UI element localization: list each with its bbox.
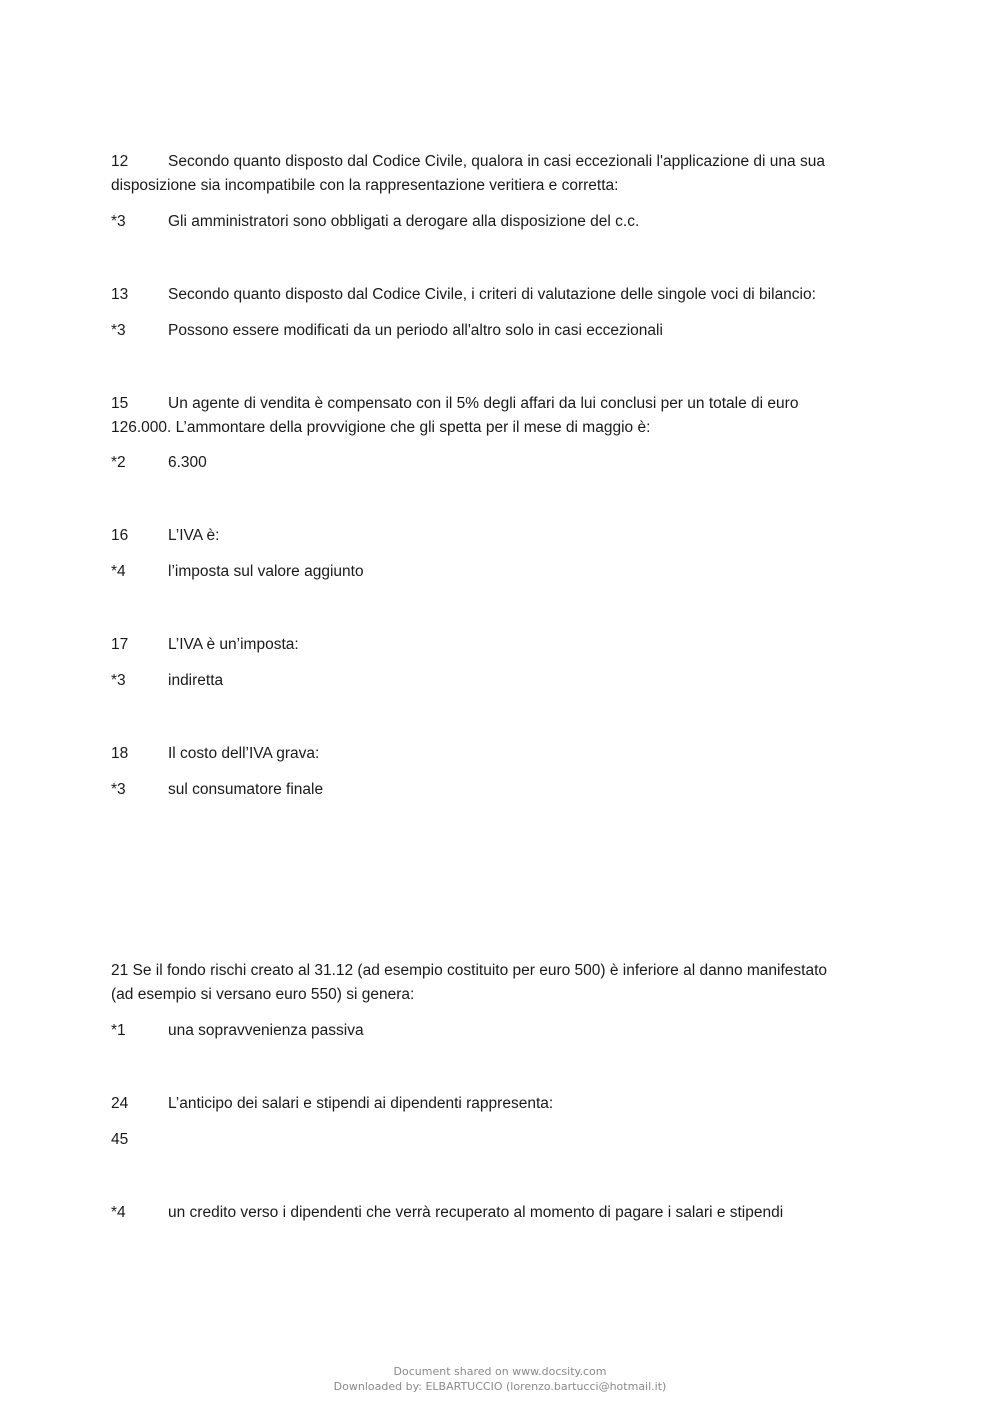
item-text: Secondo quanto disposto dal Codice Civile, qualora in casi eccezionali l'applicazione di una sua (168, 153, 825, 170)
item-text: 6.300 (168, 454, 207, 471)
item-text: una sopravvenienza passiva (168, 1022, 364, 1039)
item-number: *2 (111, 454, 126, 471)
question-15-line-1 (111, 392, 798, 416)
question-18 (111, 742, 319, 766)
item-number: *4 (111, 1204, 126, 1221)
question-12-line-1 (111, 150, 825, 174)
answer-24 (111, 1201, 783, 1225)
answer-16 (111, 560, 364, 584)
answer-17 (111, 669, 223, 693)
answer-15 (111, 451, 207, 475)
item-text: L’anticipo dei salari e stipendi ai dipendenti rappresenta: (168, 1095, 554, 1112)
question-17 (111, 633, 299, 657)
question-12-line-2 (111, 174, 618, 198)
question-15-line-2 (111, 416, 650, 440)
footer-downloaded-by: Downloaded by: ELBARTUCCIO (lorenzo.bartucci@hotmail.it) (333, 1380, 667, 1393)
item-number: 15 (111, 395, 129, 412)
item-text-continuation: disposizione sia incompatibile con la rappresentazione veritiera e corretta: (111, 177, 619, 194)
item-text: 21 Se il fondo rischi creato al 31.12 (ad esempio costituito per euro 500) è inferiore al danno manifestato (111, 962, 828, 979)
answer-21 (111, 1019, 364, 1043)
item-text: L’IVA è: (168, 527, 220, 544)
stray-number-45 (111, 1128, 168, 1152)
question-24 (111, 1092, 553, 1116)
item-text: Gli amministratori sono obbligati a derogare alla disposizione del c.c. (168, 213, 640, 230)
answer-18 (111, 778, 323, 802)
item-number: 12 (111, 153, 129, 170)
item-number: *3 (111, 322, 126, 339)
answer-12 (111, 210, 639, 234)
question-16 (111, 524, 219, 548)
item-text: un credito verso i dipendenti che verrà recuperato al momento di pagare i salari e stipendi (168, 1204, 784, 1221)
item-number: *3 (111, 213, 126, 230)
item-text-continuation: (ad esempio si versano euro 550) si genera: (111, 986, 415, 1003)
question-13 (111, 283, 816, 307)
item-text: Un agente di vendita è compensato con il 5% degli affari da lui conclusi per un totale di euro (168, 395, 799, 412)
item-text: Possono essere modificati da un periodo all'altro solo in casi eccezionali (168, 322, 663, 339)
item-number: *3 (111, 672, 126, 689)
item-text: Il costo dell’IVA grava: (168, 745, 320, 762)
item-number: 45 (111, 1131, 129, 1148)
item-number: 17 (111, 636, 129, 653)
item-number: 18 (111, 745, 129, 762)
item-text: sul consumatore finale (168, 781, 324, 798)
item-text-continuation: 126.000. L’ammontare della provvigione che gli spetta per il mese di maggio è: (111, 419, 651, 436)
question-21-line-2 (111, 983, 414, 1007)
item-number: 16 (111, 527, 129, 544)
footer-shared-on: Document shared on www.docsity.com (393, 1365, 607, 1378)
item-number: 24 (111, 1095, 129, 1112)
item-text: L’IVA è un’imposta: (168, 636, 299, 653)
item-text: Secondo quanto disposto dal Codice Civile, i criteri di valutazione delle singole voci di bilancio: (168, 286, 816, 303)
answer-13 (111, 319, 663, 343)
item-number: 13 (111, 286, 129, 303)
item-text: l’imposta sul valore aggiunto (168, 563, 364, 580)
item-number: *1 (111, 1022, 126, 1039)
question-21-line-1 (111, 959, 827, 983)
item-number: *4 (111, 563, 126, 580)
item-number: *3 (111, 781, 126, 798)
item-text: indiretta (168, 672, 224, 689)
